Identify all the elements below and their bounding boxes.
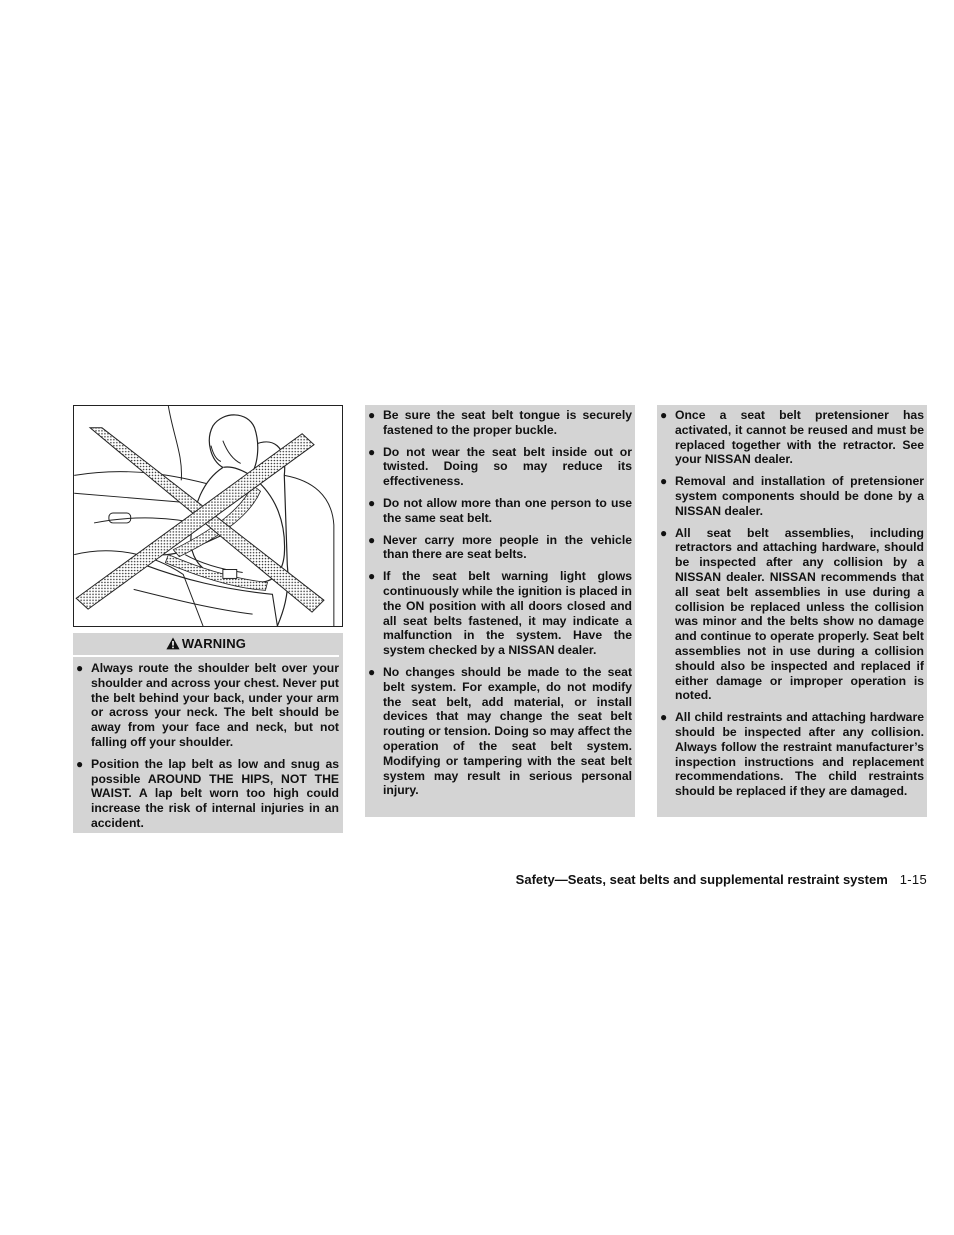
warning-triangle-icon: [166, 635, 180, 657]
incorrect-belt-drawing: [74, 406, 342, 626]
bullet-icon: ●: [368, 408, 376, 422]
bullet-icon: ●: [368, 444, 376, 459]
bullet-icon: ●: [660, 408, 668, 422]
right-list: [657, 408, 924, 799]
right-column: [657, 405, 927, 817]
list-item: ● Once a seat belt pretensioner has activated, it cannot be reused and must be replaced together with the retractor. See your NISSAN dealer.: [660, 408, 924, 467]
warning-title: WARNING: [181, 636, 247, 651]
list-item: ● Position the lap belt as low and snug as possible AROUND THE HIPS, NOT THE WAIST. A lap belt worn too high could increase the risk of internal injuries in an accident.: [76, 756, 339, 830]
bullet-icon: ●: [76, 756, 84, 771]
bullet-icon: ●: [660, 525, 668, 540]
list-item: ● Removal and installation of pretensioner system components should be done by a NISSAN dealer.: [660, 474, 924, 518]
section-title: Safety—Seats, seat belts and supplemental restraint system: [515, 872, 888, 887]
list-item: ● All seat belt assemblies, including retractors and attaching hardware, should be inspected after any collision by a NISSAN dealer. NISSAN recommends that all seat belt assemblies in use during a collision be replaced unless the collision was minor and the belts show no damage and continue to operate properly. Seat belt assemblies not in use during a collision should also be inspected and replaced if either damage or improper operation is noted.: [660, 525, 924, 703]
bullet-icon: ●: [368, 495, 376, 510]
list-item: ● No changes should be made to the seat belt system. For example, do not modify the seat belt, add material, or install devices that may change the seat belt routing or tension. Doing so may affect the operation of the seat belt system. Modifying or tampering with the seat belt system may result in serious personal injury.: [368, 664, 632, 798]
bullet-icon: ●: [368, 664, 376, 679]
list-item: ● Never carry more people in the vehicle than there are seat belts.: [368, 532, 632, 562]
list-item: ● Do not wear the seat belt inside out or twisted. Doing so may reduce its effectiveness.: [368, 444, 632, 489]
list-item: ● Be sure the seat belt tongue is securely fastened to the proper buckle.: [368, 408, 632, 437]
list-item: ● Do not allow more than one person to use the same seat belt.: [368, 495, 632, 525]
middle-list: [365, 408, 632, 798]
seat-belt-illustration: [73, 405, 343, 627]
page-footer: [516, 872, 927, 887]
bullet-icon: ●: [660, 710, 668, 725]
warning-list: [73, 661, 339, 831]
bullet-icon: ●: [76, 661, 84, 675]
bullet-icon: ●: [368, 532, 376, 547]
middle-column: [365, 405, 635, 817]
warning-header: [73, 633, 339, 657]
bullet-icon: ●: [368, 569, 376, 584]
bullet-icon: ●: [660, 474, 668, 489]
list-item: ● If the seat belt warning light glows continuously while the ignition is placed in the ON position with all doors closed and all seat belts fastened, it may indicate a malfunction in the system. Have the system checked by a NISSAN dealer.: [368, 569, 632, 658]
list-item: ● All child restraints and attaching hardware should be inspected after any collision. Always follow the restraint manufacturer’s inspection instructions and replacement recommendations. The child restraints should be replaced if they are damaged.: [660, 710, 924, 799]
page-number: 1-15: [899, 872, 927, 887]
list-item: ● Always route the shoulder belt over your shoulder and across your chest. Never put the belt behind your back, under your arm or across your neck. The belt should be away from your face and neck, but not falling off your shoulder.: [76, 661, 339, 749]
warning-box: [73, 633, 343, 833]
